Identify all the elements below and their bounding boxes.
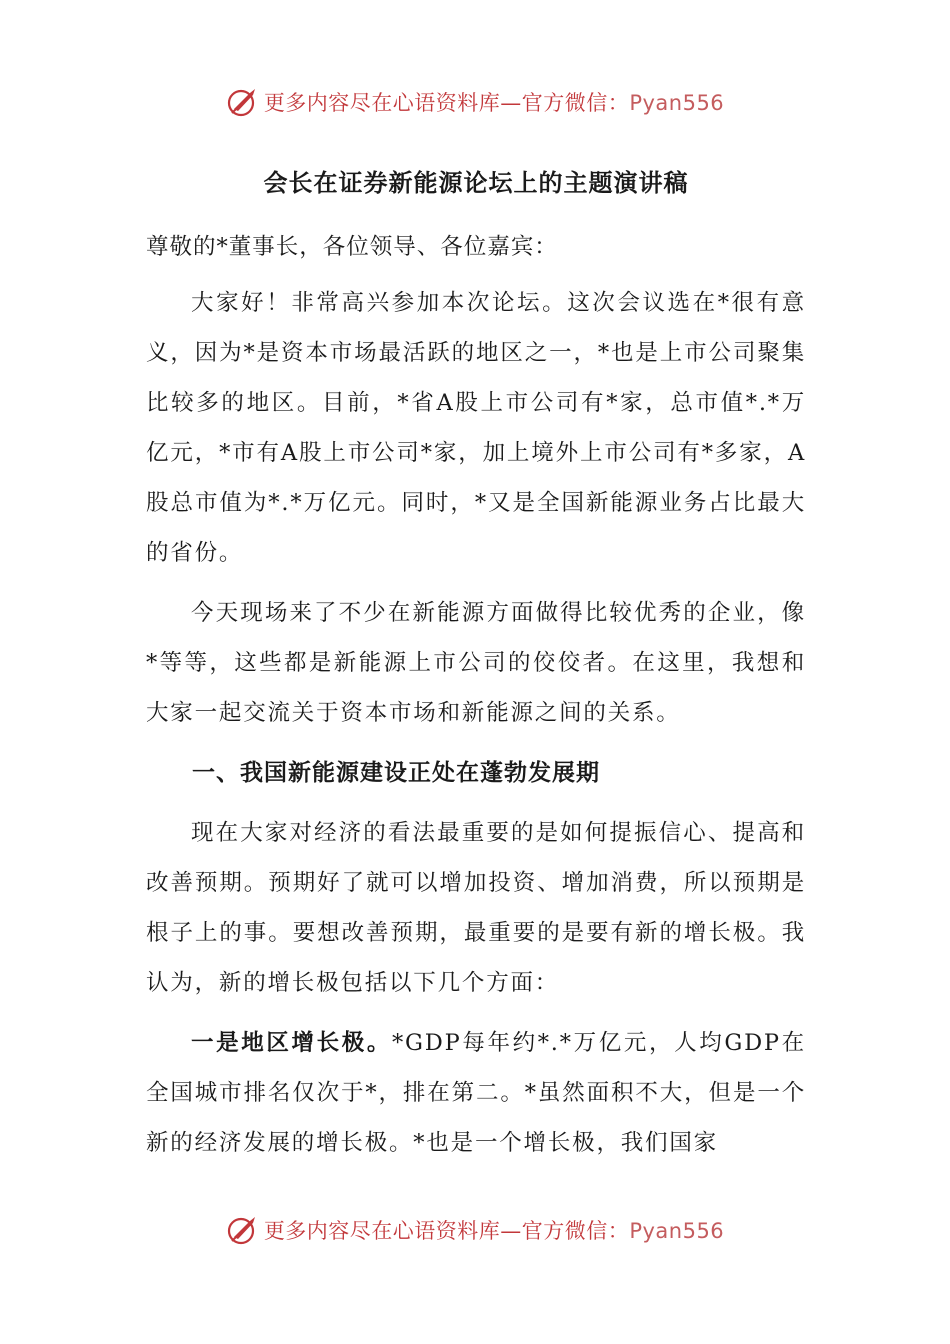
watermark-label: 更多内容尽在心语资料库—官方微信： — [263, 91, 630, 115]
footer-watermark-banner — [0, 1208, 950, 1252]
point-text: *GDP每年约*.*万亿元，人均GDP在全国城市排名仅次于*，排在第二。*虽然面积不大，但是一个新的经济发展的增长极。*也是一个增长极，我们国家 — [146, 1030, 806, 1156]
watermark-text — [264, 87, 724, 117]
header-watermark-banner — [0, 80, 950, 124]
pen-logo-icon — [226, 85, 260, 119]
watermark-text — [264, 1215, 724, 1245]
paragraph: 大家好！非常高兴参加本次论坛。这次会议选在*很有意义，因为*是资本市场最活跃的地区之一，*也是上市公司聚集比较多的地区。目前，*省A股上市公司有*家，总市值*.*万亿元，*市有A股上市公司*家，加上境外上市公司有*多家，A股总市值为*.*万亿元。同时，*又是全国新能源业务占比最大的省份。 — [146, 290, 806, 566]
paragraph: 今天现场来了不少在新能源方面做得比较优秀的企业，像*等等，这些都是新能源上市公司的佼佼者。在这里，我想和大家一起交流关于资本市场和新能源之间的关系。 — [146, 600, 806, 726]
section-heading: 一、我国新能源建设正处在蓬勃发展期 — [192, 759, 600, 786]
wechat-id: Pyan556 — [629, 1219, 725, 1243]
point-lead: 一是地区增长极。 — [191, 1030, 392, 1056]
document-body — [146, 166, 806, 1178]
wechat-id: Pyan556 — [629, 91, 725, 115]
paragraph-point-1 — [146, 1018, 806, 1168]
paragraph: 现在大家对经济的看法最重要的是如何提振信心、提高和改善预期。预期好了就可以增加投资、增加消费，所以预期是根子上的事。要想改善预期，最重要的是要有新的增长极。我认为，新的增长极包括以下几个方面： — [146, 820, 806, 996]
document-title: 会长在证券新能源论坛上的主题演讲稿 — [263, 168, 689, 197]
pen-logo-icon — [226, 1213, 260, 1247]
watermark-label: 更多内容尽在心语资料库—官方微信： — [263, 1219, 630, 1243]
salutation: 尊敬的*董事长，各位领导、各位嘉宾： — [146, 234, 558, 260]
